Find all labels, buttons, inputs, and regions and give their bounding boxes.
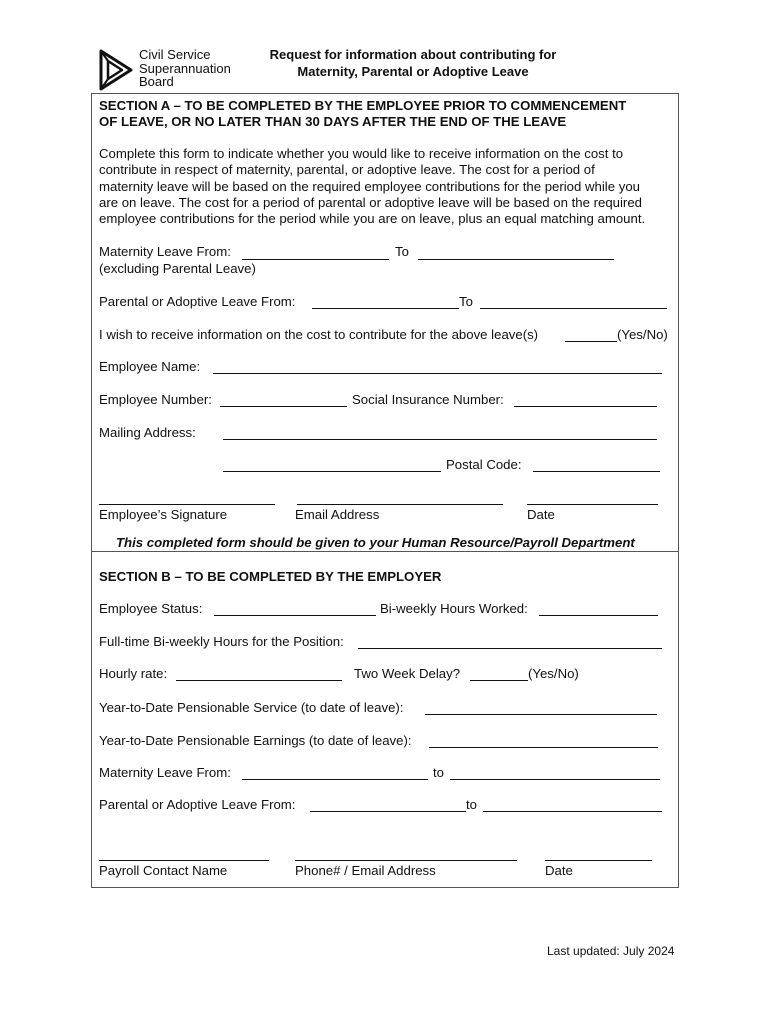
mailing-address-field[interactable] [223, 439, 657, 440]
employer-parental-from-label: Parental or Adoptive Leave From: [99, 797, 296, 812]
employee-date-field[interactable] [527, 504, 658, 505]
parental-to-label: To [459, 294, 473, 309]
maternity-note: (excluding Parental Leave) [99, 261, 256, 276]
employee-status-field[interactable] [214, 615, 376, 616]
section-a-instructions [99, 146, 674, 227]
parental-from-label: Parental or Adoptive Leave From: [99, 294, 296, 309]
csb-logo-icon [97, 48, 135, 92]
ytd-service-field[interactable] [425, 714, 657, 715]
logo-wordmark [139, 48, 231, 89]
wish-yes-no-field[interactable] [565, 341, 617, 342]
logo-line-2: Superannuation [139, 60, 231, 76]
submission-note: This completed form should be given to your Human Resource/Payroll Department [116, 535, 635, 550]
logo-line-1: Civil Service [139, 47, 211, 62]
parental-from-field[interactable] [312, 308, 459, 309]
employee-status-label: Employee Status: [99, 601, 203, 616]
two-week-delay-suffix: (Yes/No) [528, 666, 579, 681]
hourly-rate-field[interactable] [176, 680, 342, 681]
wish-label: I wish to receive information on the cost to contribute for the above leave(s) [99, 327, 539, 342]
employee-signature-field[interactable] [99, 504, 275, 505]
employer-parental-to-field[interactable] [483, 811, 662, 812]
ytd-earnings-label: Year-to-Date Pensionable Earnings (to date of leave): [99, 733, 412, 748]
ytd-service-label: Year-to-Date Pensionable Service (to date of leave): [99, 700, 404, 715]
employer-maternity-to-field[interactable] [450, 779, 660, 780]
employee-name-field[interactable] [213, 373, 662, 374]
section-a-heading-line-1: SECTION A – TO BE COMPLETED BY THE EMPLOYEE PRIOR TO COMMENCEMENT [99, 98, 627, 113]
employer-maternity-from-label: Maternity Leave From: [99, 765, 231, 780]
wish-suffix: (Yes/No) [617, 327, 668, 342]
instruction-line: employee contributions for the period while you are on leave, plus an equal matching amount. [99, 211, 646, 227]
phone-email-label: Phone# / Email Address [295, 863, 436, 878]
email-address-field[interactable] [297, 504, 503, 505]
employer-parental-to-label: to [466, 797, 477, 812]
mailing-address-label: Mailing Address: [99, 425, 196, 440]
section-a-heading [99, 98, 626, 130]
maternity-to-label: To [395, 244, 409, 259]
employer-maternity-from-field[interactable] [242, 779, 428, 780]
section-b-heading: SECTION B – TO BE COMPLETED BY THE EMPLOYER [99, 569, 442, 584]
phone-email-field[interactable] [295, 860, 517, 861]
sin-label: Social Insurance Number: [352, 392, 504, 407]
instruction-line: are on leave. The cost for a period of parental or adoptive leave will be based on the required [99, 194, 642, 210]
payroll-contact-field[interactable] [99, 860, 269, 861]
form-title-line-1: Request for information about contributing for [269, 47, 557, 62]
fulltime-hours-field[interactable] [358, 648, 662, 649]
employer-date-label: Date [545, 863, 573, 878]
ytd-earnings-field[interactable] [429, 747, 658, 748]
fulltime-hours-label: Full-time Bi-weekly Hours for the Position: [99, 634, 344, 649]
hourly-rate-label: Hourly rate: [99, 666, 168, 681]
section-divider [91, 551, 679, 552]
logo-line-3: Board [139, 74, 174, 89]
employee-name-label: Employee Name: [99, 359, 201, 374]
last-updated: Last updated: July 2024 [547, 944, 675, 958]
employee-signature-label: Employee’s Signature [99, 507, 228, 522]
form-title-line-2: Maternity, Parental or Adoptive Leave [297, 64, 529, 79]
maternity-from-field[interactable] [242, 259, 389, 260]
instruction-line: contribute in respect of maternity, parental, or adoptive leave. The cost for a period of [99, 162, 595, 178]
csb-logo [97, 46, 247, 92]
sin-field[interactable] [514, 406, 657, 407]
two-week-delay-label: Two Week Delay? [354, 666, 461, 681]
form-title [248, 46, 578, 80]
email-address-label: Email Address [295, 507, 380, 522]
parental-to-field[interactable] [480, 308, 667, 309]
employer-maternity-to-label: to [433, 765, 444, 780]
section-a-heading-line-2: OF LEAVE, OR NO LATER THAN 30 DAYS AFTER THE END OF THE LEAVE [99, 114, 567, 129]
instruction-line: maternity leave will be based on the required employee contributions for the period while you [99, 178, 640, 194]
employee-number-field[interactable] [220, 406, 347, 407]
biweekly-hours-label: Bi-weekly Hours Worked: [380, 601, 528, 616]
payroll-contact-label: Payroll Contact Name [99, 863, 228, 878]
postal-code-label: Postal Code: [446, 457, 522, 472]
employee-date-label: Date [527, 507, 555, 522]
maternity-to-field[interactable] [418, 259, 614, 260]
employer-parental-from-field[interactable] [310, 811, 466, 812]
employer-date-field[interactable] [545, 860, 652, 861]
maternity-from-label: Maternity Leave From: [99, 244, 231, 259]
biweekly-hours-field[interactable] [539, 615, 658, 616]
employee-number-label: Employee Number: [99, 392, 212, 407]
postal-code-field[interactable] [533, 471, 660, 472]
mailing-address-field-2[interactable] [223, 471, 441, 472]
instruction-line: Complete this form to indicate whether you would like to receive information on the cost to [99, 146, 624, 161]
two-week-delay-field[interactable] [470, 680, 528, 681]
